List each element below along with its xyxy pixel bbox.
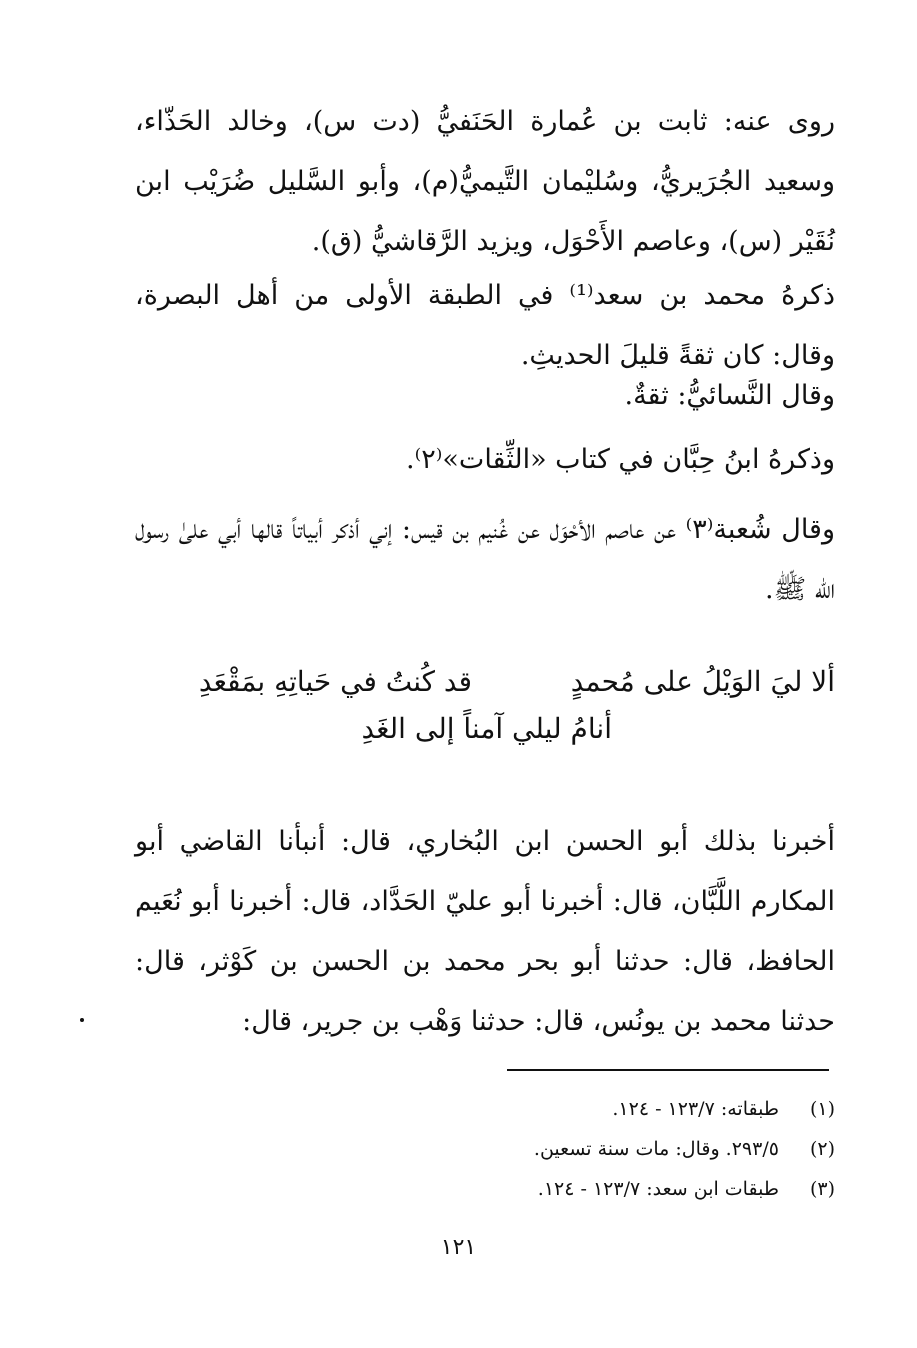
- ibn-saad-paragraph: ذكرهُ محمد بن سعد⁽¹⁾ في الطبقة الأولى من أهل البصرة، وقال: كان ثقةً قليلَ الحديثِ.: [135, 280, 835, 371]
- isnad-paragraph: أخبرنا بذلك أبو الحسن ابن البُخاري، قال: أنبأنا القاضي أبو المكارم اللَّبَّان، قال: أخبرنا أبو عليّ الحَدَّاد، قال: أخبرنا أبو نُعَيم الحافظ، قال: حدثنا أبو بحر محمد بن الحسن بن كَوْثر، قال: حدثنا محمد بن يونُس، قال: حدثنا وَهْب بن جرير، قال:: [135, 826, 835, 1037]
- ibn-hibban-paragraph: وذكرهُ ابنُ حِبَّان في كتاب «الثِّقات»⁽٢⁾.: [406, 444, 835, 475]
- footnote-1-number: (١): [809, 1098, 835, 1120]
- verse-line1-second-hemistich: قد كُنتُ في حَياتِهِ بمَقْعَدِ: [198, 665, 472, 698]
- footnote-separator: [507, 1069, 829, 1071]
- page-number: ١٢١: [440, 1235, 477, 1260]
- shuba-paragraph: وقال شُعبة⁽٣⁾ عن عاصم الأحْوَل عن غُنيم بن قيس: إني أذكر أبياتاً قالها أبي علىٰ رسول الله ﷺ.: [135, 514, 835, 605]
- footnote-1-text: طبقاته: ١٢٣/٧ - ١٢٤.: [612, 1098, 779, 1120]
- footnote-3: [538, 1178, 835, 1200]
- footnote-2-number: (٢): [809, 1138, 835, 1160]
- footnote-2: [534, 1138, 835, 1160]
- stray-dot: [80, 1018, 84, 1022]
- verse-line1-first-hemistich: ألا ليَ الوَيْلُ على مُحمدٍ: [570, 665, 835, 698]
- narrators-paragraph: روى عنه: ثابت بن عُمارة الحَنَفيُّ (دت س)، وخالد الحَذّاء، وسعيد الجُرَيريُّ، وسُليْمان التَّيميُّ(م)، وأبو السَّليل ضُرَيْب ابن نُقَيْر (س)، وعاصم الأَحْوَل، ويزيد الرَّقاشيُّ (ق).: [135, 106, 835, 257]
- verse-line2: أنامُ ليلي آمناً إلى الغَدِ: [361, 712, 612, 745]
- footnote-1: [612, 1098, 835, 1120]
- footnote-2-text: ٢٩٣/٥. وقال: مات سنة تسعين.: [533, 1138, 779, 1160]
- footnote-3-text: طبقات ابن سعد: ١٢٣/٧ - ١٢٤.: [537, 1178, 779, 1200]
- footnote-3-number: (٣): [809, 1178, 835, 1200]
- nasai-paragraph: وقال النَّسائيُّ: ثقةٌ.: [624, 380, 835, 411]
